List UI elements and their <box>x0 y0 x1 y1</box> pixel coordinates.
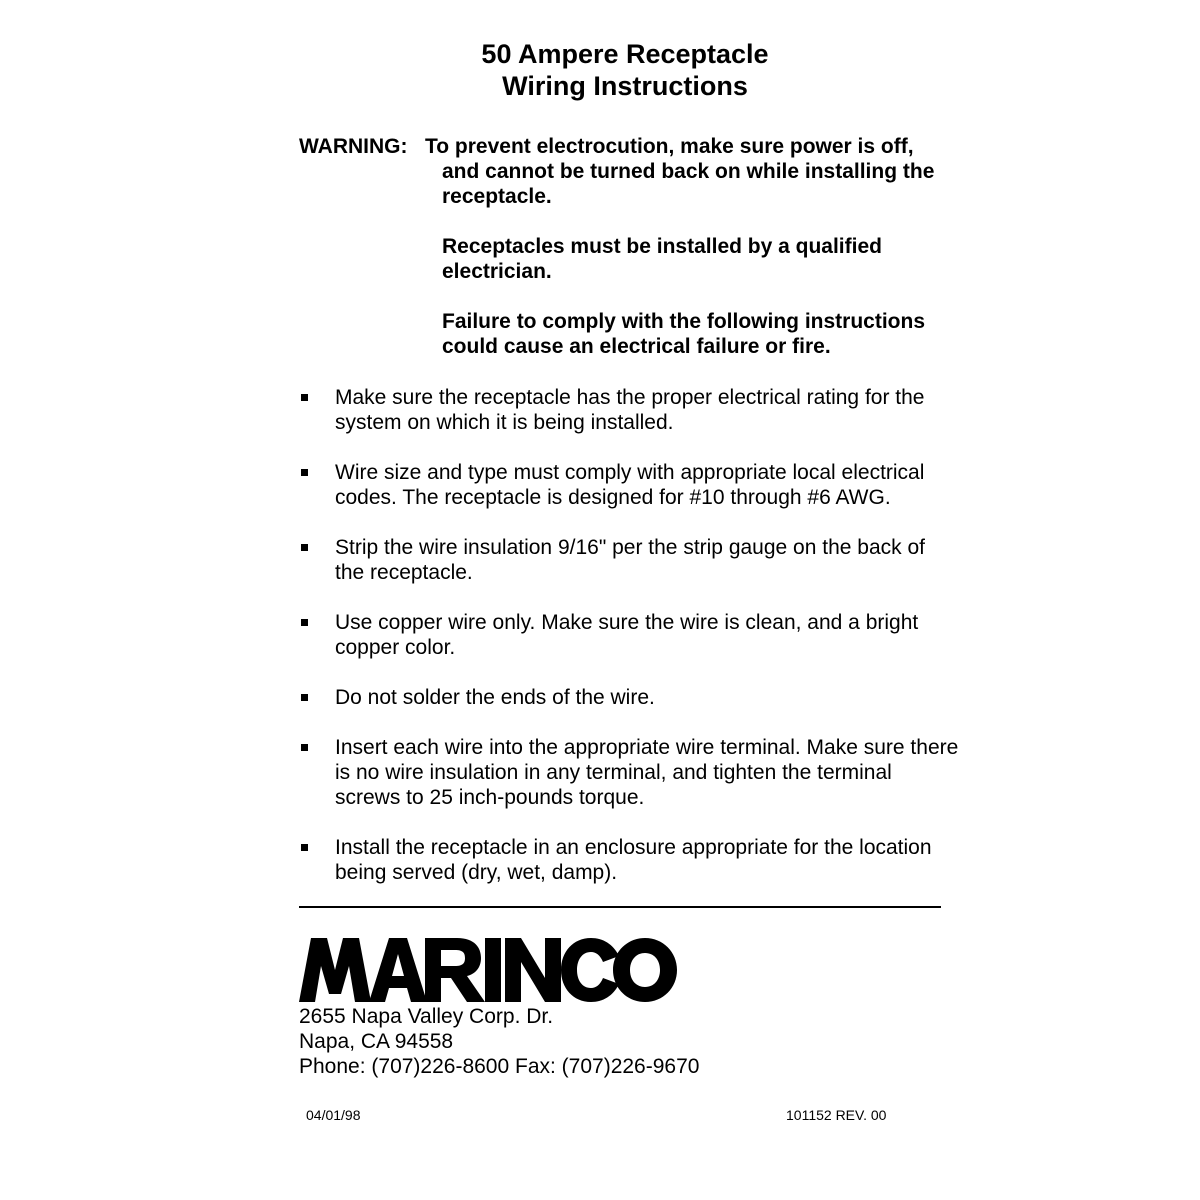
instruction-text: Use copper wire only. Make sure the wire is clean, and a bright copper color. <box>335 611 919 659</box>
bullet-square-icon <box>301 694 308 701</box>
document-title-line-2: Wiring Instructions <box>502 71 748 101</box>
bullet-square-icon <box>301 844 308 851</box>
warning-qualified-electrician: Receptacles must be installed by a qualified electrician. <box>442 235 882 283</box>
instruction-text: Install the receptacle in an enclosure appropriate for the location being served (dry, wet, damp). <box>335 836 932 884</box>
instruction-text: Wire size and type must comply with appropriate local electrical codes. The receptacle is designed for #10 through #6 AWG. <box>335 461 925 509</box>
marinco-logo <box>299 936 679 1002</box>
company-phone-fax: Phone: (707)226-8600 Fax: (707)226-9670 <box>299 1055 700 1078</box>
footer-date: 04/01/98 <box>306 1107 361 1123</box>
document-title-line-1: 50 Ampere Receptacle <box>481 39 769 69</box>
instruction-text: Strip the wire insulation 9/16" per the strip gauge on the back of the receptacle. <box>335 536 925 584</box>
bullet-square-icon <box>301 544 308 551</box>
horizontal-divider <box>299 906 941 908</box>
instruction-text: Do not solder the ends of the wire. <box>335 686 655 709</box>
bullet-square-icon <box>301 744 308 751</box>
company-address-line-1: 2655 Napa Valley Corp. Dr. <box>299 1005 554 1028</box>
instruction-text: Insert each wire into the appropriate wire terminal. Make sure there is no wire insulation in any terminal, and tighten the terminal screws to 25 inch-pounds torque. <box>335 736 959 809</box>
footer-document-number: 101152 REV. 00 <box>786 1107 887 1123</box>
warning-text-line-1: To prevent electrocution, make sure power is off, <box>425 135 914 158</box>
warning-failure-notice: Failure to comply with the following instructions could cause an electrical failure or fire. <box>442 310 926 358</box>
bullet-square-icon <box>301 394 308 401</box>
bullet-square-icon <box>301 469 308 476</box>
warning-text-continuation: and cannot be turned back on while installing the receptacle. <box>442 160 935 208</box>
warning-label: WARNING: <box>299 135 408 158</box>
instruction-text: Make sure the receptacle has the proper electrical rating for the system on which it is being installed. <box>335 386 925 434</box>
company-address-line-2: Napa, CA 94558 <box>299 1030 454 1053</box>
bullet-square-icon <box>301 619 308 626</box>
